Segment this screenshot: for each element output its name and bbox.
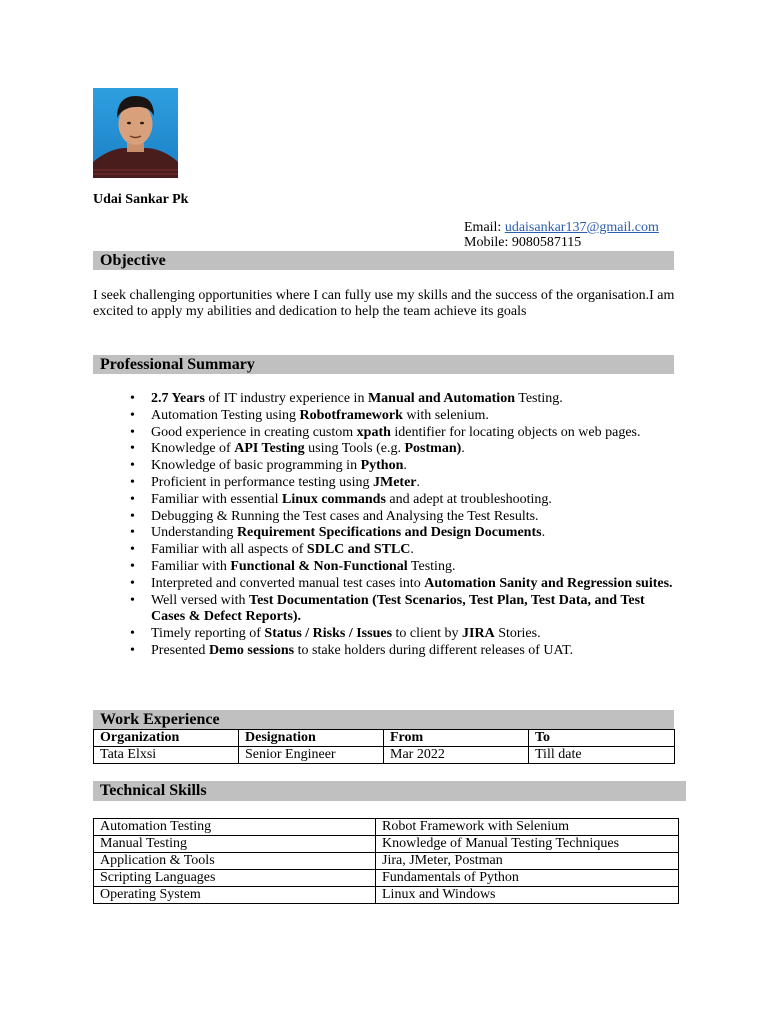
table-header-row xyxy=(94,730,675,747)
summary-bold-text: 2.7 Years xyxy=(151,391,205,406)
summary-text: Automation Testing using xyxy=(151,407,300,423)
email-label: Email: xyxy=(464,220,505,235)
skill-detail: Linux and Windows xyxy=(376,887,679,904)
summary-bold-text: Test Documentation (Test Scenarios, Test Plan, Test Data, and Test Cases & Defect Reports). xyxy=(151,592,645,625)
summary-text: using Tools (e.g. xyxy=(304,441,405,457)
skill-detail: Knowledge of Manual Testing Techniques xyxy=(376,836,679,853)
summary-text: Presented xyxy=(151,642,209,658)
summary-item xyxy=(130,542,675,559)
summary-bold-text: Robotframework xyxy=(299,407,403,423)
summary-text: Stories. xyxy=(494,626,541,642)
summary-text: with selenium. xyxy=(402,407,489,423)
contact-block xyxy=(464,220,659,250)
summary-item xyxy=(130,441,675,458)
summary-text: to client by xyxy=(392,626,463,642)
table-row xyxy=(94,819,679,836)
summary-item xyxy=(130,576,675,593)
column-header: To xyxy=(529,730,675,747)
skill-category: Manual Testing xyxy=(94,836,376,853)
summary-bold-text: Python xyxy=(360,458,404,474)
summary-text: Familiar with xyxy=(151,558,231,574)
candidate-name: Udai Sankar Pk xyxy=(93,192,189,207)
summary-item xyxy=(130,559,675,576)
summary-bold-text: JIRA xyxy=(462,626,495,642)
skill-detail: Jira, JMeter, Postman xyxy=(376,853,679,870)
summary-text: . xyxy=(410,542,414,558)
skill-category: Operating System xyxy=(94,887,376,904)
profile-photo xyxy=(93,88,178,178)
table-cell: Senior Engineer xyxy=(239,747,384,764)
email-line xyxy=(464,220,659,235)
summary-item xyxy=(130,509,675,526)
summary-text: Interpreted and converted manual test cases into xyxy=(151,575,425,591)
summary-text: Timely reporting of xyxy=(151,626,265,642)
summary-item xyxy=(130,475,675,492)
table-row xyxy=(94,887,679,904)
summary-text: and adept at troubleshooting. xyxy=(385,491,552,507)
summary-item xyxy=(130,593,675,627)
summary-text: Knowledge of basic programming in xyxy=(151,458,361,474)
summary-bold-text: Requirement Specifications and Design Documents xyxy=(236,525,542,541)
table-row xyxy=(94,853,679,870)
summary-text: . xyxy=(541,525,546,541)
summary-text: Well versed with xyxy=(151,592,250,608)
work-experience-table xyxy=(93,729,675,764)
skill-detail: Robot Framework with Selenium xyxy=(376,819,679,836)
summary-item xyxy=(130,525,675,542)
summary-text: Debugging & Running the Test cases and Analysing the Test Results. xyxy=(151,508,539,524)
column-header: From xyxy=(384,730,529,747)
summary-bold-text: Status / Risks / Issues xyxy=(264,626,393,642)
table-cell: Tata Elxsi xyxy=(94,747,239,764)
objective-text: I seek challenging opportunities where I can fully use my skills and the success of the organisation.I am excited to apply my abilities and dedication to help the team achieve its goals xyxy=(93,288,675,319)
summary-text: Understanding xyxy=(151,525,237,541)
professional-summary-heading: Professional Summary xyxy=(93,355,674,374)
summary-text: . xyxy=(403,458,407,474)
summary-text: Testing. xyxy=(407,558,456,574)
technical-skills-heading: Technical Skills xyxy=(93,781,686,801)
table-row xyxy=(94,836,679,853)
summary-text: Good experience in creating custom xyxy=(151,424,357,440)
table-cell: Till date xyxy=(529,747,675,764)
summary-bold-text: Linux commands xyxy=(282,491,386,507)
summary-text: Testing. xyxy=(515,391,563,406)
table-row xyxy=(94,747,675,764)
skill-category: Application & Tools xyxy=(94,853,376,870)
skill-category: Automation Testing xyxy=(94,819,376,836)
email-link[interactable]: udaisankar137@gmail.com xyxy=(504,220,659,235)
summary-bold-text: Demo sessions xyxy=(208,642,295,658)
summary-bold-text: Functional & Non-Functional xyxy=(230,558,408,574)
table-cell: Mar 2022 xyxy=(384,747,529,764)
table-row xyxy=(94,870,679,887)
summary-item xyxy=(130,492,675,509)
work-experience-heading: Work Experience xyxy=(93,710,674,729)
summary-bold-text: Manual and Automation xyxy=(367,391,515,406)
summary-bold-text: SDLC and STLC xyxy=(306,542,411,558)
summary-text: to stake holders during different releases of UAT. xyxy=(294,642,574,658)
skill-detail: Fundamentals of Python xyxy=(376,870,679,887)
summary-item xyxy=(130,626,675,643)
summary-item xyxy=(130,425,675,442)
summary-text: . xyxy=(461,441,465,457)
summary-bold-text: xpath xyxy=(356,424,391,440)
professional-summary-list xyxy=(130,391,675,660)
column-header: Organization xyxy=(94,730,239,747)
skill-category: Scripting Languages xyxy=(94,870,376,887)
technical-skills-table xyxy=(93,818,679,904)
summary-bold-text: Automation Sanity and Regression suites. xyxy=(424,575,673,591)
summary-item xyxy=(130,408,675,425)
summary-text: Proficient in performance testing using xyxy=(151,474,373,490)
summary-text: Familiar with all aspects of xyxy=(151,542,307,558)
summary-bold-text: JMeter xyxy=(373,474,417,490)
summary-text: of IT industry experience in xyxy=(204,391,368,406)
summary-bold-text: API Testing xyxy=(234,441,305,457)
summary-text: Knowledge of xyxy=(151,441,235,457)
objective-heading: Objective xyxy=(93,251,674,270)
summary-bold-text: Postman) xyxy=(404,441,462,457)
mobile-line: Mobile: 9080587115 xyxy=(464,235,582,250)
column-header: Designation xyxy=(239,730,384,747)
summary-item xyxy=(130,391,675,408)
summary-text: . xyxy=(416,474,421,490)
summary-text: Familiar with essential xyxy=(151,491,283,507)
summary-text: identifier for locating objects on web pages. xyxy=(390,424,641,440)
summary-item xyxy=(130,458,675,475)
summary-item xyxy=(130,643,675,660)
